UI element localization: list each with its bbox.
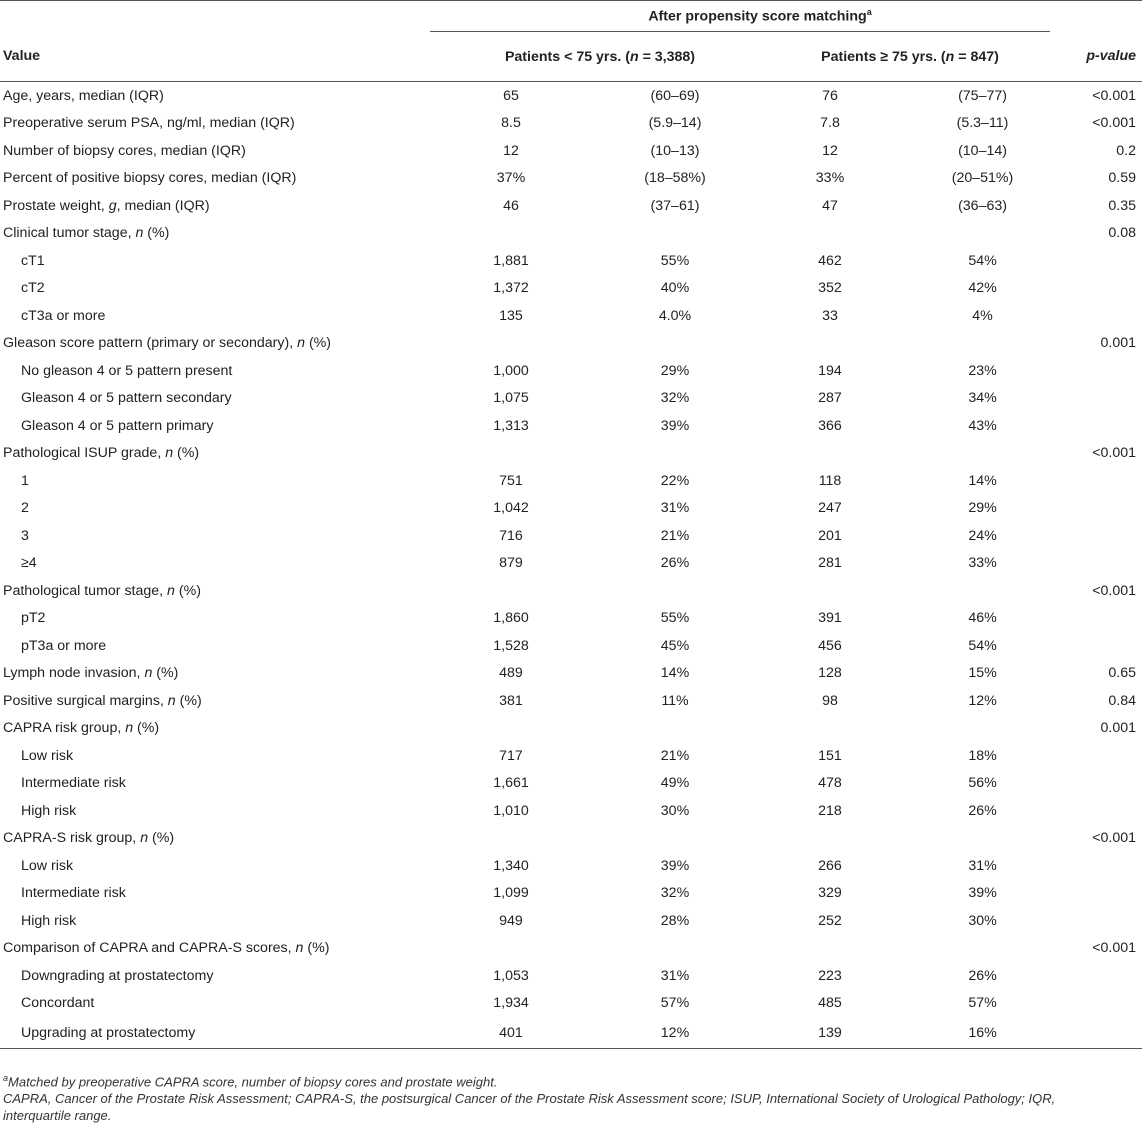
cell-young-value: 46: [503, 197, 519, 214]
cell-young-value: 8.5: [501, 115, 521, 132]
cell-young-stat: [570, 440, 740, 468]
cell-p-value: [1050, 742, 1142, 770]
cell-young-stat: 14%: [660, 665, 690, 682]
cell-young-value: 37%: [496, 170, 526, 187]
cell-old-stat: 39%: [968, 885, 997, 902]
table-row: [0, 385, 1142, 413]
row-label: Positive surgical margins, n (%): [3, 692, 202, 709]
table-row: [0, 852, 1142, 880]
table-row: [0, 275, 1142, 303]
cell-young-stat: (37–61): [650, 197, 700, 214]
cell-old-stat: 23%: [968, 362, 997, 379]
cell-old-stat: 54%: [968, 252, 997, 269]
row-label: Lymph node invasion, n (%): [3, 665, 179, 682]
cell-p-value: <0.001: [1092, 940, 1137, 957]
cell-p-value: 0.84: [1108, 692, 1137, 709]
cell-old-stat: [890, 935, 1050, 963]
row-label: cT2: [21, 280, 45, 297]
row-label: Gleason 4 or 5 pattern secondary: [21, 390, 232, 407]
cell-p-value: [1050, 385, 1142, 413]
cell-young-value: [430, 220, 570, 248]
cell-old-stat: 16%: [890, 1017, 1050, 1049]
cell-young-stat: 45%: [660, 637, 690, 654]
cell-old-stat: 57%: [968, 995, 997, 1012]
cell-young-value: 1,340: [493, 857, 529, 874]
cell-old-stat: [890, 220, 1050, 248]
col-header-value: Value: [0, 32, 430, 82]
cell-old-value: 287: [818, 390, 842, 407]
cell-p-value: [1050, 797, 1142, 825]
cell-p-value: [1050, 990, 1142, 1018]
cell-young-value: 751: [499, 472, 523, 489]
cell-p-value: 0.2: [1116, 142, 1137, 159]
table-row: [0, 247, 1142, 275]
cell-old-stat: 54%: [968, 637, 997, 654]
cell-young-stat: 39%: [660, 857, 690, 874]
cell-old-value: 247: [818, 500, 842, 517]
cell-young-stat: 22%: [660, 472, 690, 489]
cell-old-stat: (36–63): [958, 197, 1007, 214]
row-label: Number of biopsy cores, median (IQR): [3, 142, 246, 159]
cell-old-stat: 46%: [968, 610, 997, 627]
cell-old-value: [740, 715, 890, 743]
cell-old-value: 47: [822, 197, 838, 214]
cell-old-stat: 34%: [968, 390, 997, 407]
cell-old-value: 223: [818, 967, 842, 984]
cell-old-value: [740, 825, 890, 853]
cell-old-value: 76: [822, 87, 838, 104]
table-row: [0, 605, 1142, 633]
cell-old-stat: 29%: [968, 500, 997, 517]
cell-p-value: [1050, 852, 1142, 880]
cell-young-value: [430, 935, 570, 963]
cell-old-value: 33%: [815, 170, 845, 187]
cell-old-value: 118: [818, 472, 842, 489]
table-row: [0, 1017, 1142, 1049]
cell-p-value: [1050, 522, 1142, 550]
cell-young-value: 489: [499, 665, 523, 682]
cell-young-stat: 55%: [660, 610, 690, 627]
cell-p-value: 0.08: [1108, 225, 1137, 242]
cell-p-value: [1050, 907, 1142, 935]
row-label: Concordant: [21, 995, 95, 1012]
cell-p-value: <0.001: [1092, 87, 1137, 104]
table-row: [0, 825, 1142, 853]
cell-old-stat: 26%: [968, 967, 997, 984]
cell-old-value: 485: [818, 995, 842, 1012]
group-header-row: [0, 1, 1142, 32]
cell-young-value: 879: [499, 555, 523, 572]
row-label: Upgrading at prostatectomy: [0, 1017, 430, 1049]
cell-old-value: 366: [818, 417, 842, 434]
cell-young-stat: 55%: [660, 252, 690, 269]
cell-young-stat: 21%: [660, 527, 690, 544]
row-label: Pathological ISUP grade, n (%): [3, 445, 200, 462]
cell-old-value: 128: [818, 665, 842, 682]
cell-young-stat: 28%: [660, 912, 690, 929]
row-label: Gleason score pattern (primary or secondary), n (%): [3, 335, 332, 352]
cell-old-value: 218: [818, 802, 842, 819]
row-label: cT1: [21, 252, 45, 269]
cell-old-value: 252: [818, 912, 842, 929]
cell-young-stat: 31%: [660, 500, 690, 517]
row-label: 3: [21, 527, 29, 544]
table-row: [0, 440, 1142, 468]
cell-young-stat: (5.9–14): [648, 115, 702, 132]
cell-young-stat: 30%: [660, 802, 690, 819]
group-header: After propensity score matching$^a$: [430, 1, 1050, 32]
table-row: [0, 495, 1142, 523]
row-label: Clinical tumor stage, n (%): [3, 225, 170, 242]
row-label: CAPRA-S risk group, n (%): [3, 830, 175, 847]
cell-young-value: 949: [499, 912, 523, 929]
row-label: cT3a or more: [21, 307, 106, 324]
cell-young-value: 1,010: [493, 802, 529, 819]
table-row: [0, 82, 1142, 110]
footnote-abbreviations: CAPRA, Cancer of the Prostate Risk Assessment; CAPRA-S, the postsurgical Cancer of the Prostate Risk Assessment score; ISUP, International Society of Urological Pathology; IQR, interquartile range.: [3, 1091, 1056, 1124]
column-header-row: [0, 32, 1142, 82]
cell-old-stat: 56%: [968, 775, 997, 792]
cell-old-stat: (10–14): [958, 142, 1007, 159]
table-row: [0, 907, 1142, 935]
cell-p-value: 0.65: [1108, 665, 1137, 682]
cell-young-value: [430, 330, 570, 358]
cell-p-value: <0.001: [1092, 830, 1137, 847]
cell-old-stat: 12%: [968, 692, 997, 709]
cell-young-value: 1,372: [493, 280, 529, 297]
table-row: [0, 660, 1142, 688]
cell-young-value: [430, 577, 570, 605]
table-row: [0, 687, 1142, 715]
row-label: Intermediate risk: [21, 775, 126, 792]
row-label: Preoperative serum PSA, ng/ml, median (IQR): [3, 115, 295, 132]
cell-old-value: [740, 220, 890, 248]
cell-old-stat: (5.3–11): [956, 115, 1009, 132]
cell-young-stat: 31%: [660, 967, 690, 984]
cell-young-stat: (10–13): [650, 142, 700, 159]
table-row: [0, 137, 1142, 165]
cell-old-stat: 24%: [968, 527, 997, 544]
cell-old-stat: [890, 825, 1050, 853]
cell-p-value: [1050, 1017, 1142, 1049]
row-label: 1: [21, 472, 29, 489]
table-row: [0, 880, 1142, 908]
cell-old-value: [740, 577, 890, 605]
footnote-a: $^a$Matched by preoperative CAPRA score, number of biopsy cores and prostate weight.: [3, 1073, 498, 1090]
cell-old-value: 266: [818, 857, 842, 874]
cell-young-value: [430, 715, 570, 743]
cell-young-stat: 4.0%: [658, 307, 692, 324]
cell-p-value: [1050, 357, 1142, 385]
cell-p-value: [1050, 605, 1142, 633]
cell-young-stat: [570, 220, 740, 248]
cell-young-value: 401: [430, 1017, 570, 1049]
cell-old-stat: 43%: [968, 417, 997, 434]
cell-old-value: 281: [818, 555, 842, 572]
cell-p-value: 0.35: [1108, 197, 1137, 214]
cell-old-value: 391: [818, 610, 842, 627]
cell-old-stat: 33%: [968, 555, 997, 572]
cell-p-value: <0.001: [1092, 582, 1137, 599]
cell-p-value: 0.001: [1100, 335, 1137, 352]
cell-old-stat: [890, 440, 1050, 468]
cell-p-value: [1050, 962, 1142, 990]
cell-p-value: [1050, 467, 1142, 495]
cell-p-value: <0.001: [1092, 115, 1137, 132]
table-row: [0, 935, 1142, 963]
cell-p-value: [1050, 275, 1142, 303]
cell-young-stat: 32%: [660, 390, 690, 407]
row-label: Age, years, median (IQR): [3, 87, 164, 104]
cell-young-stat: [570, 715, 740, 743]
cell-young-stat: 26%: [660, 555, 690, 572]
cell-young-value: 1,528: [493, 637, 529, 654]
cell-young-stat: [570, 825, 740, 853]
row-label: pT3a or more: [21, 637, 107, 654]
cell-young-stat: (60–69): [650, 87, 700, 104]
cell-young-stat: 49%: [660, 775, 690, 792]
cell-old-value: 462: [818, 252, 842, 269]
cell-young-value: 1,860: [493, 610, 529, 627]
cell-old-value: 98: [822, 692, 838, 709]
cell-young-value: 1,075: [493, 390, 529, 407]
cell-young-value: 1,042: [493, 500, 529, 517]
cell-young-value: 1,934: [493, 995, 529, 1012]
cell-young-stat: [570, 330, 740, 358]
cell-old-stat: 31%: [968, 857, 997, 874]
cell-young-value: 65: [503, 87, 519, 104]
cell-old-stat: [890, 715, 1050, 743]
cell-young-stat: 11%: [661, 692, 689, 709]
cell-young-stat: 39%: [660, 417, 690, 434]
cell-p-value: 0.59: [1108, 170, 1137, 187]
cell-old-value: 139: [740, 1017, 890, 1049]
row-label: Low risk: [21, 857, 74, 874]
table-row: [0, 522, 1142, 550]
cell-old-stat: 30%: [968, 912, 997, 929]
table-row: [0, 165, 1142, 193]
cell-p-value: 0.001: [1100, 720, 1137, 737]
cell-old-stat: (75–77): [958, 87, 1007, 104]
table-row: [0, 550, 1142, 578]
cell-p-value: [1050, 412, 1142, 440]
table-row: [0, 962, 1142, 990]
cell-young-stat: 57%: [660, 995, 690, 1012]
row-label: Gleason 4 or 5 pattern primary: [21, 417, 214, 434]
table-row: [0, 770, 1142, 798]
cell-young-stat: 32%: [660, 885, 690, 902]
table-row: [0, 742, 1142, 770]
cell-young-value: 1,000: [493, 362, 529, 379]
cell-old-value: [740, 330, 890, 358]
cell-p-value: [1050, 550, 1142, 578]
cell-young-stat: (18–58%): [644, 170, 706, 187]
cell-young-value: [430, 440, 570, 468]
cell-p-value: [1050, 770, 1142, 798]
cell-old-value: 151: [818, 747, 842, 764]
table-footnotes: [3, 1070, 1123, 1124]
row-label: CAPRA risk group, n (%): [3, 720, 160, 737]
cell-old-value: 456: [818, 637, 842, 654]
row-label: 2: [21, 500, 29, 517]
row-label: No gleason 4 or 5 pattern present: [21, 362, 233, 379]
cell-young-value: 12: [503, 142, 519, 159]
cell-old-value: 352: [818, 280, 842, 297]
table-row: [0, 715, 1142, 743]
cell-young-stat: 21%: [660, 747, 690, 764]
row-label: pT2: [21, 610, 46, 627]
table-row: [0, 632, 1142, 660]
cell-old-stat: [890, 577, 1050, 605]
row-label: High risk: [21, 802, 77, 819]
cell-young-value: 135: [499, 307, 523, 324]
cell-old-value: [740, 440, 890, 468]
table-row: [0, 990, 1142, 1018]
cell-young-value: 1,313: [493, 417, 529, 434]
table-row: [0, 412, 1142, 440]
cell-old-stat: 26%: [968, 802, 997, 819]
row-label: Intermediate risk: [21, 885, 126, 902]
row-label: Downgrading at prostatectomy: [21, 967, 214, 984]
cell-old-stat: 14%: [968, 472, 997, 489]
cell-young-stat: 29%: [660, 362, 690, 379]
row-label: Comparison of CAPRA and CAPRA-S scores, n (%): [3, 940, 330, 957]
cell-old-stat: 42%: [968, 280, 997, 297]
cell-p-value: <0.001: [1092, 445, 1137, 462]
cell-young-stat: 12%: [570, 1017, 740, 1049]
row-label: Low risk: [21, 747, 74, 764]
cell-old-value: 33: [822, 307, 838, 324]
cell-young-stat: [570, 577, 740, 605]
cell-old-value: 7.8: [820, 115, 840, 132]
cell-young-value: [430, 825, 570, 853]
cell-old-value: 12: [822, 142, 838, 159]
cell-old-stat: 15%: [968, 665, 997, 682]
table-row: [0, 467, 1142, 495]
cell-p-value: [1050, 495, 1142, 523]
cell-young-value: 381: [499, 692, 523, 709]
cell-young-value: 1,053: [493, 967, 529, 984]
cell-old-stat: (20–51%): [951, 170, 1014, 187]
table-row: [0, 330, 1142, 358]
cell-old-stat: 18%: [968, 747, 997, 764]
table-row: [0, 577, 1142, 605]
cell-young-value: 1,661: [493, 775, 529, 792]
row-label: High risk: [21, 912, 77, 929]
cell-p-value: [1050, 632, 1142, 660]
table-row: [0, 357, 1142, 385]
cell-old-stat: 4%: [972, 307, 993, 324]
row-label: ≥4: [21, 555, 37, 572]
cell-old-value: 478: [818, 775, 842, 792]
col-header-young: Patients < 75 yrs. (n = 3,388): [430, 32, 740, 82]
table-row: [0, 797, 1142, 825]
cell-old-value: [740, 935, 890, 963]
cell-old-stat: [890, 330, 1050, 358]
cell-young-stat: 40%: [660, 280, 690, 297]
row-label: Pathological tumor stage, n (%): [3, 582, 201, 599]
cell-young-value: 1,099: [493, 885, 529, 902]
cell-old-value: 194: [818, 362, 842, 379]
row-label: Percent of positive biopsy cores, median (IQR): [3, 170, 297, 187]
cell-p-value: [1050, 880, 1142, 908]
col-header-old: Patients ≥ 75 yrs. (n = 847): [740, 32, 1050, 82]
row-label: Prostate weight, g, median (IQR): [3, 197, 210, 214]
table-row: [0, 302, 1142, 330]
cell-p-value: [1050, 302, 1142, 330]
cell-old-value: 201: [818, 527, 842, 544]
cell-young-value: 1,881: [493, 252, 529, 269]
table-row: [0, 220, 1142, 248]
table-row: [0, 110, 1142, 138]
cell-young-stat: [570, 935, 740, 963]
table-row: [0, 192, 1142, 220]
cell-young-value: 716: [499, 527, 523, 544]
cell-young-value: 717: [499, 747, 523, 764]
cell-p-value: [1050, 247, 1142, 275]
cell-old-value: 329: [818, 885, 842, 902]
col-header-p-value: p-value: [1050, 32, 1142, 82]
